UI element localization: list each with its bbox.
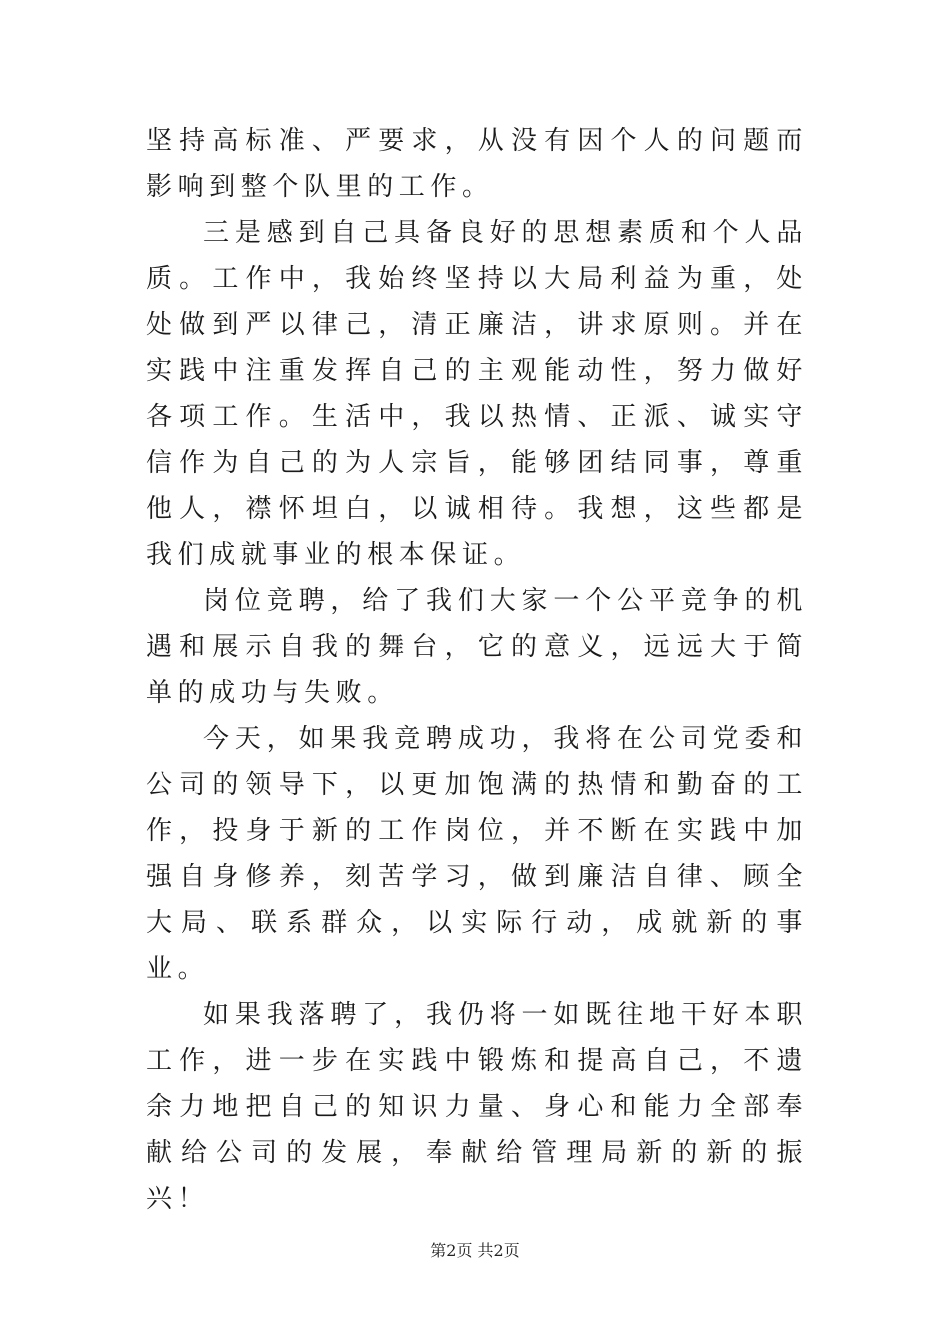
paragraph-if-successful: 今天，如果我竞聘成功，我将在公司党委和公司的领导下，以更加饱满的热情和勤奋的工作，投身于新的工作岗位，并不断在实践中加强自身修养，刻苦学习，做到廉洁自律、顾全大局、联系群众，以实际行动，成就新的事业。 xyxy=(146,724,808,984)
paragraph-personal-quality: 三是感到自己具备良好的思想素质和个人品质。工作中，我始终坚持以大局利益为重，处处做到严以律己，清正廉洁，讲求原则。并在实践中注重发挥自己的主观能动性，努力做好各项工作。生活中，我以热情、正派、诚实守信作为自己的为人宗旨，能够团结同事，尊重他人，襟怀坦白，以诚相待。我想，这些都是我们成就事业的根本保证。 xyxy=(146,218,808,570)
page-footer: 第2页 共2页 xyxy=(430,1241,520,1260)
paragraph-continuation: 坚持高标准、严要求，从没有因个人的问题而影响到整个队里的工作。 xyxy=(146,126,808,202)
document-body xyxy=(146,118,808,1222)
paragraph-if-not-selected: 如果我落聘了，我仍将一如既往地干好本职工作，进一步在实践中锻炼和提高自己，不遗余力地把自己的知识力量、身心和能力全部奉献给公司的发展，奉献给管理局新的新的振兴！ xyxy=(146,1000,808,1214)
paragraph-competition-meaning: 岗位竞聘，给了我们大家一个公平竞争的机遇和展示自我的舞台，它的意义，远远大于简单的成功与失败。 xyxy=(146,586,808,708)
